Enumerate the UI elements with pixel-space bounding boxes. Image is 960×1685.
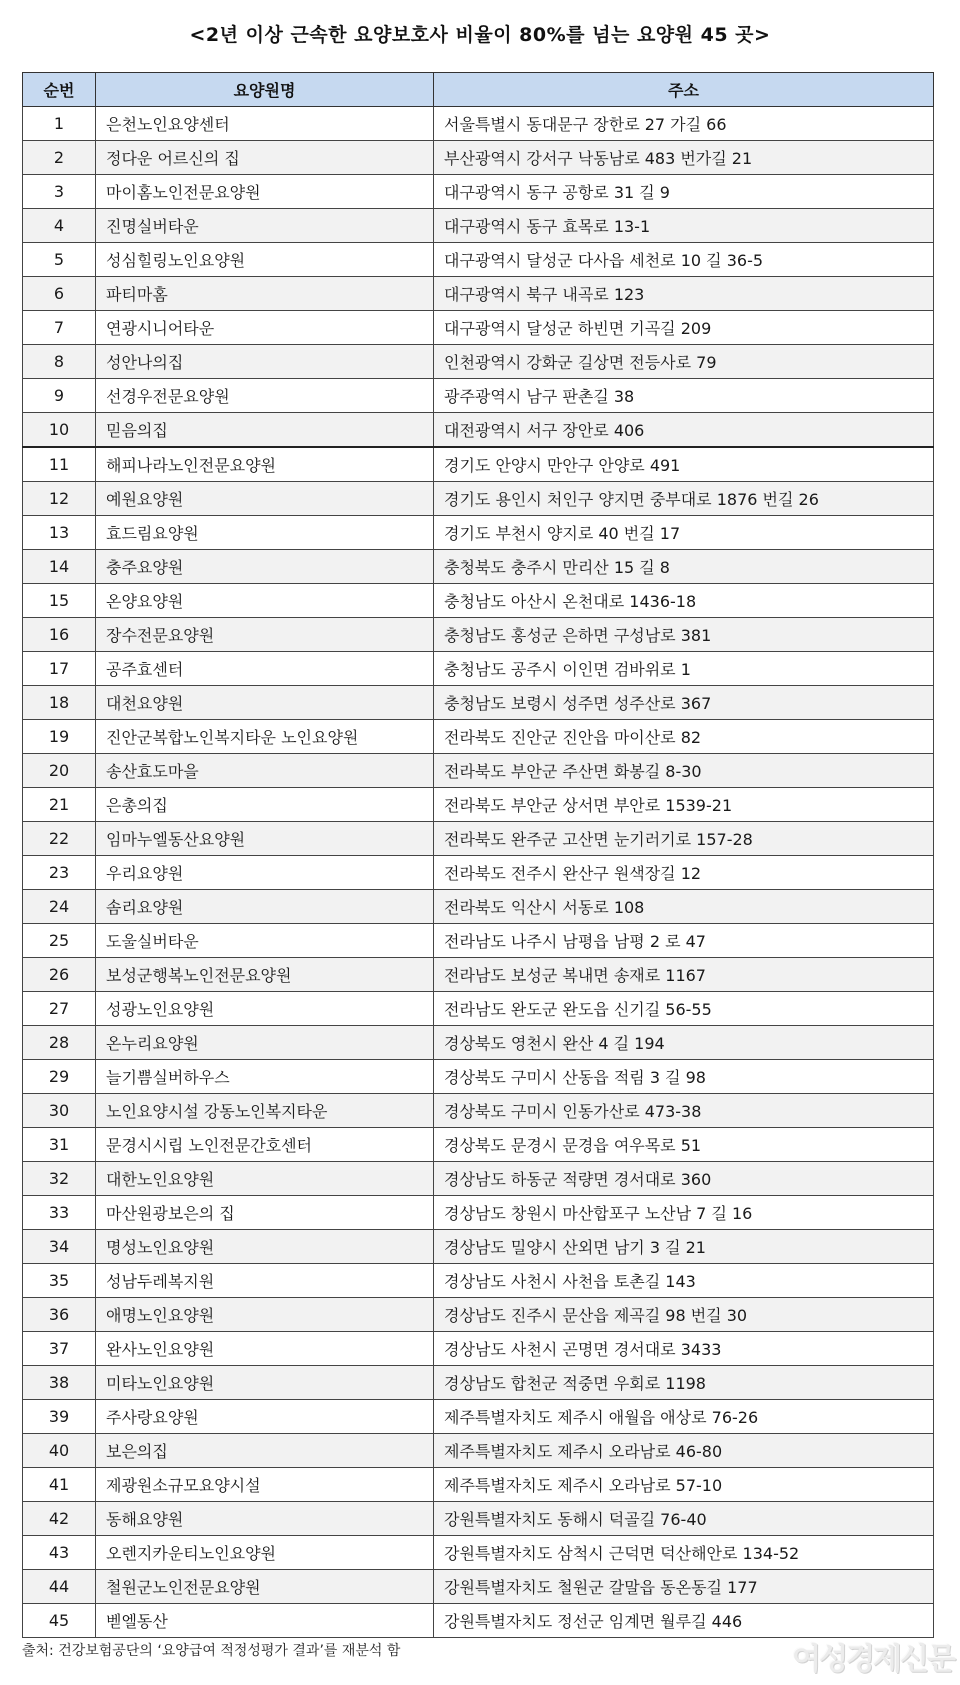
address-cell: 제주특별자치도 제주시 오라남로 46-80 xyxy=(434,1434,934,1468)
table-row xyxy=(23,958,934,992)
care-home-table xyxy=(22,72,934,1638)
column-header-address: 주소 xyxy=(434,73,934,107)
address-cell: 강원특별자치도 철원군 갈말읍 동온동길 177 xyxy=(434,1570,934,1604)
table-row xyxy=(23,754,934,788)
address-cell: 대구광역시 동구 공항로 31 길 9 xyxy=(434,175,934,209)
table-row xyxy=(23,209,934,243)
facility-name-cell: 임마누엘동산요양원 xyxy=(96,822,434,856)
facility-name-cell: 보은의집 xyxy=(96,1434,434,1468)
address-cell: 경상남도 진주시 문산읍 제곡길 98 번길 30 xyxy=(434,1298,934,1332)
row-number-cell: 9 xyxy=(23,379,96,413)
column-header-name: 요양원명 xyxy=(96,73,434,107)
facility-name-cell: 제광원소규모요양시설 xyxy=(96,1468,434,1502)
row-number-cell: 4 xyxy=(23,209,96,243)
facility-name-cell: 완사노인요양원 xyxy=(96,1332,434,1366)
table-row xyxy=(23,584,934,618)
table-row xyxy=(23,1128,934,1162)
address-cell: 제주특별자치도 제주시 오라남로 57-10 xyxy=(434,1468,934,1502)
table-body xyxy=(23,107,934,1638)
address-cell: 충청남도 홍성군 은하면 구성남로 381 xyxy=(434,618,934,652)
row-number-cell: 43 xyxy=(23,1536,96,1570)
table-row xyxy=(23,992,934,1026)
row-number-cell: 29 xyxy=(23,1060,96,1094)
table-row xyxy=(23,1570,934,1604)
row-number-cell: 40 xyxy=(23,1434,96,1468)
address-cell: 충청북도 충주시 만리산 15 길 8 xyxy=(434,550,934,584)
facility-name-cell: 송산효도마을 xyxy=(96,754,434,788)
address-cell: 대구광역시 동구 효목로 13-1 xyxy=(434,209,934,243)
facility-name-cell: 늘기쁨실버하우스 xyxy=(96,1060,434,1094)
facility-name-cell: 효드림요양원 xyxy=(96,516,434,550)
row-number-cell: 21 xyxy=(23,788,96,822)
facility-name-cell: 공주효센터 xyxy=(96,652,434,686)
table-row xyxy=(23,141,934,175)
facility-name-cell: 성남두레복지원 xyxy=(96,1264,434,1298)
facility-name-cell: 장수전문요양원 xyxy=(96,618,434,652)
table-row xyxy=(23,1162,934,1196)
facility-name-cell: 진안군복합노인복지타운 노인요양원 xyxy=(96,720,434,754)
row-number-cell: 10 xyxy=(23,413,96,448)
row-number-cell: 45 xyxy=(23,1604,96,1638)
row-number-cell: 33 xyxy=(23,1196,96,1230)
row-number-cell: 8 xyxy=(23,345,96,379)
table-row xyxy=(23,1060,934,1094)
table-row xyxy=(23,107,934,141)
address-cell: 경기도 부천시 양지로 40 번길 17 xyxy=(434,516,934,550)
row-number-cell: 18 xyxy=(23,686,96,720)
address-cell: 광주광역시 남구 판촌길 38 xyxy=(434,379,934,413)
facility-name-cell: 예원요양원 xyxy=(96,482,434,516)
address-cell: 강원특별자치도 동해시 덕골길 76-40 xyxy=(434,1502,934,1536)
row-number-cell: 35 xyxy=(23,1264,96,1298)
row-number-cell: 30 xyxy=(23,1094,96,1128)
facility-name-cell: 충주요양원 xyxy=(96,550,434,584)
table-row xyxy=(23,243,934,277)
address-cell: 전라북도 익산시 서동로 108 xyxy=(434,890,934,924)
address-cell: 전라북도 진안군 진안읍 마이산로 82 xyxy=(434,720,934,754)
row-number-cell: 5 xyxy=(23,243,96,277)
row-number-cell: 20 xyxy=(23,754,96,788)
address-cell: 경기도 안양시 만안구 안양로 491 xyxy=(434,447,934,482)
address-cell: 경상남도 사천시 곤명면 경서대로 3433 xyxy=(434,1332,934,1366)
row-number-cell: 38 xyxy=(23,1366,96,1400)
row-number-cell: 3 xyxy=(23,175,96,209)
facility-name-cell: 성심힐링노인요양원 xyxy=(96,243,434,277)
table-row xyxy=(23,345,934,379)
address-cell: 대구광역시 북구 내곡로 123 xyxy=(434,277,934,311)
table-row xyxy=(23,311,934,345)
row-number-cell: 28 xyxy=(23,1026,96,1060)
facility-name-cell: 명성노인요양원 xyxy=(96,1230,434,1264)
address-cell: 전라북도 전주시 완산구 원색장길 12 xyxy=(434,856,934,890)
facility-name-cell: 성안나의집 xyxy=(96,345,434,379)
facility-name-cell: 대한노인요양원 xyxy=(96,1162,434,1196)
row-number-cell: 14 xyxy=(23,550,96,584)
facility-name-cell: 해피나라노인전문요양원 xyxy=(96,447,434,482)
table-row xyxy=(23,516,934,550)
row-number-cell: 41 xyxy=(23,1468,96,1502)
facility-name-cell: 마이홈노인전문요양원 xyxy=(96,175,434,209)
row-number-cell: 2 xyxy=(23,141,96,175)
row-number-cell: 39 xyxy=(23,1400,96,1434)
address-cell: 인천광역시 강화군 길상면 전등사로 79 xyxy=(434,345,934,379)
address-cell: 제주특별자치도 제주시 애월읍 애상로 76-26 xyxy=(434,1400,934,1434)
table-row xyxy=(23,788,934,822)
row-number-cell: 11 xyxy=(23,447,96,482)
row-number-cell: 26 xyxy=(23,958,96,992)
address-cell: 대전광역시 서구 장안로 406 xyxy=(434,413,934,448)
row-number-cell: 17 xyxy=(23,652,96,686)
address-cell: 전라남도 나주시 남평읍 남평 2 로 47 xyxy=(434,924,934,958)
facility-name-cell: 노인요양시설 강동노인복지타운 xyxy=(96,1094,434,1128)
table-row xyxy=(23,924,934,958)
facility-name-cell: 우리요양원 xyxy=(96,856,434,890)
row-number-cell: 13 xyxy=(23,516,96,550)
facility-name-cell: 마산원광보은의 집 xyxy=(96,1196,434,1230)
page-title: <2년 이상 근속한 요양보호사 비율이 80%를 넘는 요양원 45 곳> xyxy=(189,24,771,46)
row-number-cell: 42 xyxy=(23,1502,96,1536)
row-number-cell: 12 xyxy=(23,482,96,516)
table-row xyxy=(23,550,934,584)
row-number-cell: 44 xyxy=(23,1570,96,1604)
facility-name-cell: 오렌지카운티노인요양원 xyxy=(96,1536,434,1570)
address-cell: 전라남도 완도군 완도읍 신기길 56-55 xyxy=(434,992,934,1026)
facility-name-cell: 진명실버타운 xyxy=(96,209,434,243)
facility-name-cell: 애명노인요양원 xyxy=(96,1298,434,1332)
source-note: 출처: 건강보험공단의 ‘요양급여 적정성평가 결과’를 재분석 함 xyxy=(22,1643,401,1659)
address-cell: 경상북도 구미시 산동읍 적림 3 길 98 xyxy=(434,1060,934,1094)
row-number-cell: 6 xyxy=(23,277,96,311)
row-number-cell: 31 xyxy=(23,1128,96,1162)
address-cell: 충청남도 아산시 온천대로 1436-18 xyxy=(434,584,934,618)
table-row xyxy=(23,1298,934,1332)
row-number-cell: 7 xyxy=(23,311,96,345)
address-cell: 경상남도 창원시 마산합포구 노산남 7 길 16 xyxy=(434,1196,934,1230)
address-cell: 경상남도 하동군 적량면 경서대로 360 xyxy=(434,1162,934,1196)
table-row xyxy=(23,1196,934,1230)
row-number-cell: 22 xyxy=(23,822,96,856)
table-row xyxy=(23,1400,934,1434)
table-row xyxy=(23,1332,934,1366)
table-row xyxy=(23,686,934,720)
row-number-cell: 27 xyxy=(23,992,96,1026)
facility-name-cell: 문경시시립 노인전문간호센터 xyxy=(96,1128,434,1162)
facility-name-cell: 믿음의집 xyxy=(96,413,434,448)
address-cell: 전라북도 부안군 상서면 부안로 1539-21 xyxy=(434,788,934,822)
table-row xyxy=(23,618,934,652)
address-cell: 경상남도 합천군 적중면 우회로 1198 xyxy=(434,1366,934,1400)
table-header-row xyxy=(23,73,934,107)
address-cell: 전라남도 보성군 복내면 송재로 1167 xyxy=(434,958,934,992)
row-number-cell: 36 xyxy=(23,1298,96,1332)
table-row xyxy=(23,856,934,890)
table-row xyxy=(23,890,934,924)
address-cell: 경상북도 영천시 완산 4 길 194 xyxy=(434,1026,934,1060)
address-cell: 서울특별시 동대문구 장한로 27 가길 66 xyxy=(434,107,934,141)
table-row xyxy=(23,720,934,754)
facility-name-cell: 온누리요양원 xyxy=(96,1026,434,1060)
facility-name-cell: 온양요양원 xyxy=(96,584,434,618)
row-number-cell: 32 xyxy=(23,1162,96,1196)
table-row xyxy=(23,652,934,686)
row-number-cell: 34 xyxy=(23,1230,96,1264)
table-row xyxy=(23,482,934,516)
address-cell: 대구광역시 달성군 다사읍 세천로 10 길 36-5 xyxy=(434,243,934,277)
facility-name-cell: 솜리요양원 xyxy=(96,890,434,924)
facility-name-cell: 은천노인요양센터 xyxy=(96,107,434,141)
address-cell: 충청남도 보령시 성주면 성주산로 367 xyxy=(434,686,934,720)
facility-name-cell: 은총의집 xyxy=(96,788,434,822)
table-row xyxy=(23,1502,934,1536)
row-number-cell: 25 xyxy=(23,924,96,958)
facility-name-cell: 성광노인요양원 xyxy=(96,992,434,1026)
address-cell: 경기도 용인시 처인구 양지면 중부대로 1876 번길 26 xyxy=(434,482,934,516)
table-row xyxy=(23,1536,934,1570)
facility-name-cell: 미타노인요양원 xyxy=(96,1366,434,1400)
table-row xyxy=(23,447,934,482)
facility-name-cell: 도울실버타운 xyxy=(96,924,434,958)
table-row xyxy=(23,822,934,856)
address-cell: 경상남도 밀양시 산외면 남기 3 길 21 xyxy=(434,1230,934,1264)
publisher-watermark: 여성경제신문 xyxy=(792,1642,954,1677)
facility-name-cell: 선경우전문요양원 xyxy=(96,379,434,413)
table-row xyxy=(23,1230,934,1264)
address-cell: 전라북도 완주군 고산면 눈기러기로 157-28 xyxy=(434,822,934,856)
row-number-cell: 1 xyxy=(23,107,96,141)
row-number-cell: 16 xyxy=(23,618,96,652)
address-cell: 강원특별자치도 삼척시 근덕면 덕산해안로 134-52 xyxy=(434,1536,934,1570)
facility-name-cell: 동해요양원 xyxy=(96,1502,434,1536)
row-number-cell: 37 xyxy=(23,1332,96,1366)
table-row xyxy=(23,175,934,209)
column-header-no: 순번 xyxy=(23,73,96,107)
table-row xyxy=(23,1604,934,1638)
facility-name-cell: 보성군행복노인전문요양원 xyxy=(96,958,434,992)
table-row xyxy=(23,1468,934,1502)
address-cell: 경상남도 사천시 사천읍 토촌길 143 xyxy=(434,1264,934,1298)
facility-name-cell: 주사랑요양원 xyxy=(96,1400,434,1434)
facility-name-cell: 벧엘동산 xyxy=(96,1604,434,1638)
table-row xyxy=(23,1094,934,1128)
row-number-cell: 23 xyxy=(23,856,96,890)
address-cell: 전라북도 부안군 주산면 화봉길 8-30 xyxy=(434,754,934,788)
facility-name-cell: 연광시니어타운 xyxy=(96,311,434,345)
facility-name-cell: 파티마홈 xyxy=(96,277,434,311)
facility-name-cell: 철원군노인전문요양원 xyxy=(96,1570,434,1604)
table-row xyxy=(23,379,934,413)
table-row xyxy=(23,1264,934,1298)
address-cell: 부산광역시 강서구 낙동남로 483 번가길 21 xyxy=(434,141,934,175)
facility-name-cell: 정다운 어르신의 집 xyxy=(96,141,434,175)
address-cell: 대구광역시 달성군 하빈면 기곡길 209 xyxy=(434,311,934,345)
row-number-cell: 19 xyxy=(23,720,96,754)
row-number-cell: 24 xyxy=(23,890,96,924)
address-cell: 경상북도 구미시 인동가산로 473-38 xyxy=(434,1094,934,1128)
facility-name-cell: 대천요양원 xyxy=(96,686,434,720)
table-row xyxy=(23,413,934,448)
address-cell: 경상북도 문경시 문경읍 여우목로 51 xyxy=(434,1128,934,1162)
table-row xyxy=(23,1434,934,1468)
address-cell: 충청남도 공주시 이인면 검바위로 1 xyxy=(434,652,934,686)
table-row xyxy=(23,277,934,311)
row-number-cell: 15 xyxy=(23,584,96,618)
table-row xyxy=(23,1366,934,1400)
address-cell: 강원특별자치도 정선군 임계면 월루길 446 xyxy=(434,1604,934,1638)
table-row xyxy=(23,1026,934,1060)
